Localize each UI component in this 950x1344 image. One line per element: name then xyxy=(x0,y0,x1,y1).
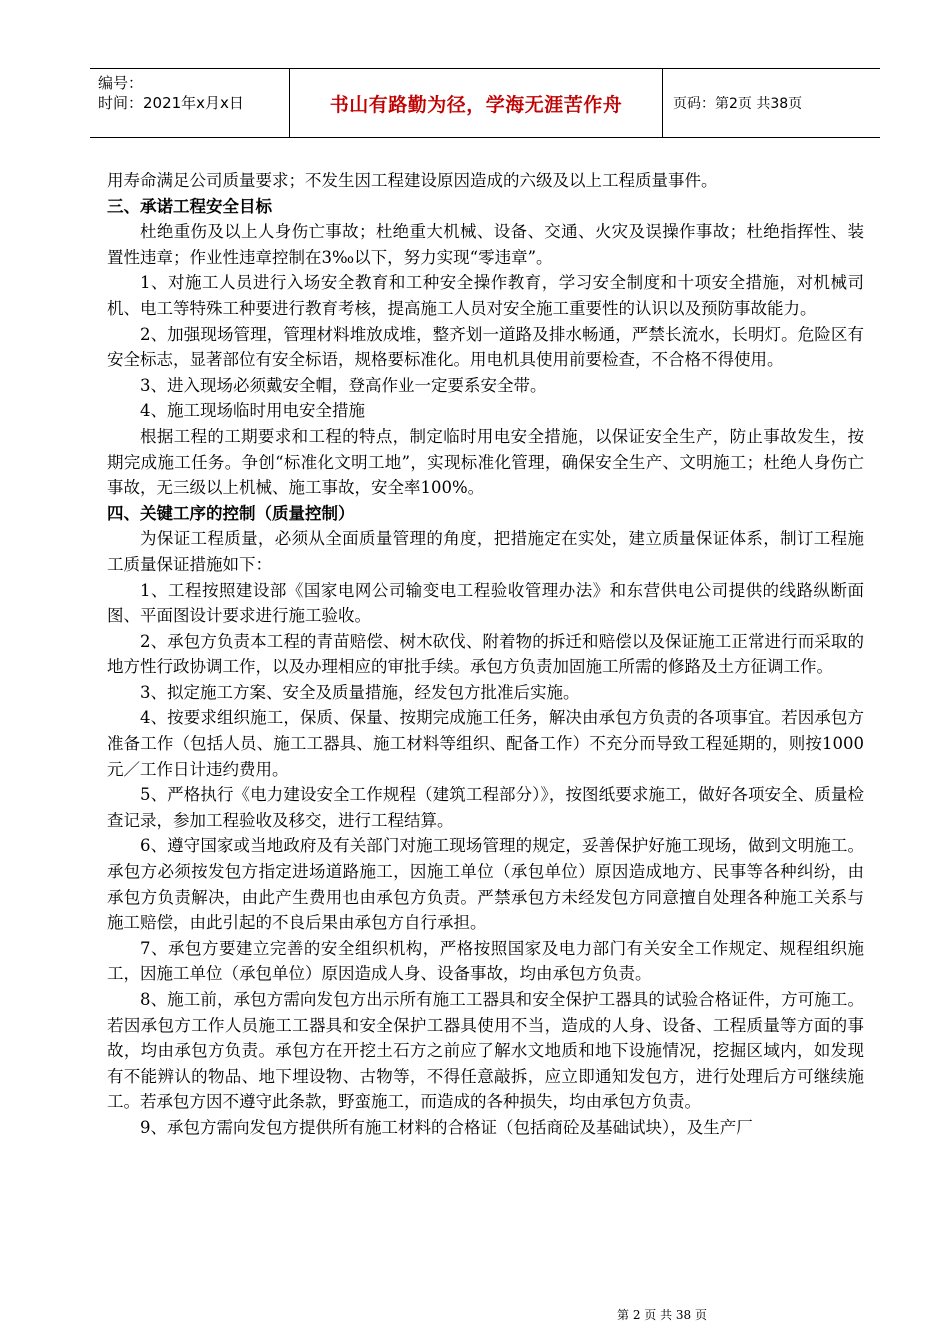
paragraph: 杜绝重伤及以上人身伤亡事故；杜绝重大机械、设备、交通、火灾及误操作事故；杜绝指挥性、装置性违章；作业性违章控制在3‰以下，努力实现“零违章”。 xyxy=(107,222,864,267)
document-body xyxy=(107,168,864,1141)
document-time-label: 时间：2021年x月x日 xyxy=(98,94,244,112)
paragraph: 4、按要求组织施工，保质、保量、按期完成施工任务，解决由承包方负责的各项事宜。若因承包方准备工作（包括人员、施工工器具、施工材料等组织、配备工作）不充分而导致工程延期的，则按1000元／工作日计违约费用。 xyxy=(107,708,864,779)
header-motto: 书山有路勤为径，学海无涯苦作舟 xyxy=(290,69,663,137)
section-heading: 四、关键工序的控制（质量控制） xyxy=(107,503,355,523)
section-heading: 三、承诺工程安全目标 xyxy=(107,196,272,216)
paragraph: 9、承包方需向发包方提供所有施工材料的合格证（包括商砼及基础试块），及生产厂 xyxy=(140,1117,753,1137)
paragraph: 5、严格执行《电力建设安全工作规程（建筑工程部分）》，按图纸要求施工，做好各项安全、质量检查记录，参加工程验收及移交，进行工程结算。 xyxy=(107,785,864,830)
page-header xyxy=(90,68,880,138)
paragraph: 为保证工程质量，必须从全面质量管理的角度，把措施定在实处，建立质量保证体系，制订工程施工质量保证措施如下： xyxy=(107,529,864,574)
paragraph: 8、施工前，承包方需向发包方出示所有施工工器具和安全保护工器具的试验合格证件，方可施工。若因承包方工作人员施工工器具和安全保护工器具使用不当，造成的人身、设备、工程质量等方面的事故，均由承包方负责。承包方在开挖土石方之前应了解水文地质和地下设施情况，挖掘区域内，如发现有不能辨认的物品、地下埋设物、古物等，不得任意敲拆，应立即通知发包方，进行处理后方可继续施工。若承包方因不遵守此条款，野蛮施工，而造成的各种损失，均由承包方负责。 xyxy=(107,990,864,1112)
paragraph: 2、承包方负责本工程的青苗赔偿、树木砍伐、附着物的拆迁和赔偿以及保证施工正常进行而采取的地方性行政协调工作，以及办理相应的审批手续。承包方负责加固施工所需的修路及土方征调工作。 xyxy=(107,631,864,677)
document-number-label: 编号： xyxy=(98,74,144,92)
paragraph: 3、进入现场必须戴安全帽，登高作业一定要系安全带。 xyxy=(140,375,547,395)
header-page-number: 页码：第2页 共38页 xyxy=(673,96,803,112)
paragraph: 7、承包方要建立完善的安全组织机构，严格按照国家及电力部门有关安全工作规定、规程组织施工，因施工单位（承包单位）原因造成人身、设备事故，均由承包方负责。 xyxy=(107,938,864,984)
paragraph: 用寿命满足公司质量要求；不发生因工程建设原因造成的六级及以上工程质量事件。 xyxy=(107,171,718,190)
paragraph: 1、工程按照建设部《国家电网公司输变电工程验收管理办法》和东营供电公司提供的线路纵断面图、平面图设计要求进行施工验收。 xyxy=(107,580,864,626)
paragraph: 1、对施工人员进行入场安全教育和工种安全操作教育，学习安全制度和十项安全措施，对机械司机、电工等特殊工种要进行教育考核，提高施工人员对安全施工重要性的认识以及预防事故能力。 xyxy=(107,273,864,318)
paragraph: 2、加强现场管理，管理材料堆放成堆，整齐划一道路及排水畅通，严禁长流水，长明灯。危险区有安全标志，显著部位有安全标语，规格要标准化。用电机具使用前要检查，不合格不得使用。 xyxy=(107,324,864,370)
footer-page-number: 第 2 页 共 38 页 xyxy=(617,1308,707,1322)
paragraph: 6、遵守国家或当地政府及有关部门对施工现场管理的规定，妥善保护好施工现场，做到文明施工。承包方必须按发包方指定进场道路施工，因施工单位（承包单位）原因造成地方、民事等各种纠纷，由承包方负责解决，由此产生费用也由承包方负责。严禁承包方未经发包方同意擅自处理各种施工关系与施工赔偿，由此引起的不良后果由承包方自行承担。 xyxy=(107,836,864,933)
header-meta xyxy=(90,69,290,137)
paragraph: 3、拟定施工方案、安全及质量措施，经发包方批准后实施。 xyxy=(140,682,580,702)
paragraph: 根据工程的工期要求和工程的特点，制定临时用电安全措施，以保证安全生产，防止事故发生，按期完成施工任务。争创“标准化文明工地”，实现标准化管理，确保安全生产、文明施工；杜绝人身伤亡事故，无三级以上机械、施工事故，安全率100%。 xyxy=(107,426,864,498)
paragraph: 4、施工现场临时用电安全措施 xyxy=(140,401,365,421)
